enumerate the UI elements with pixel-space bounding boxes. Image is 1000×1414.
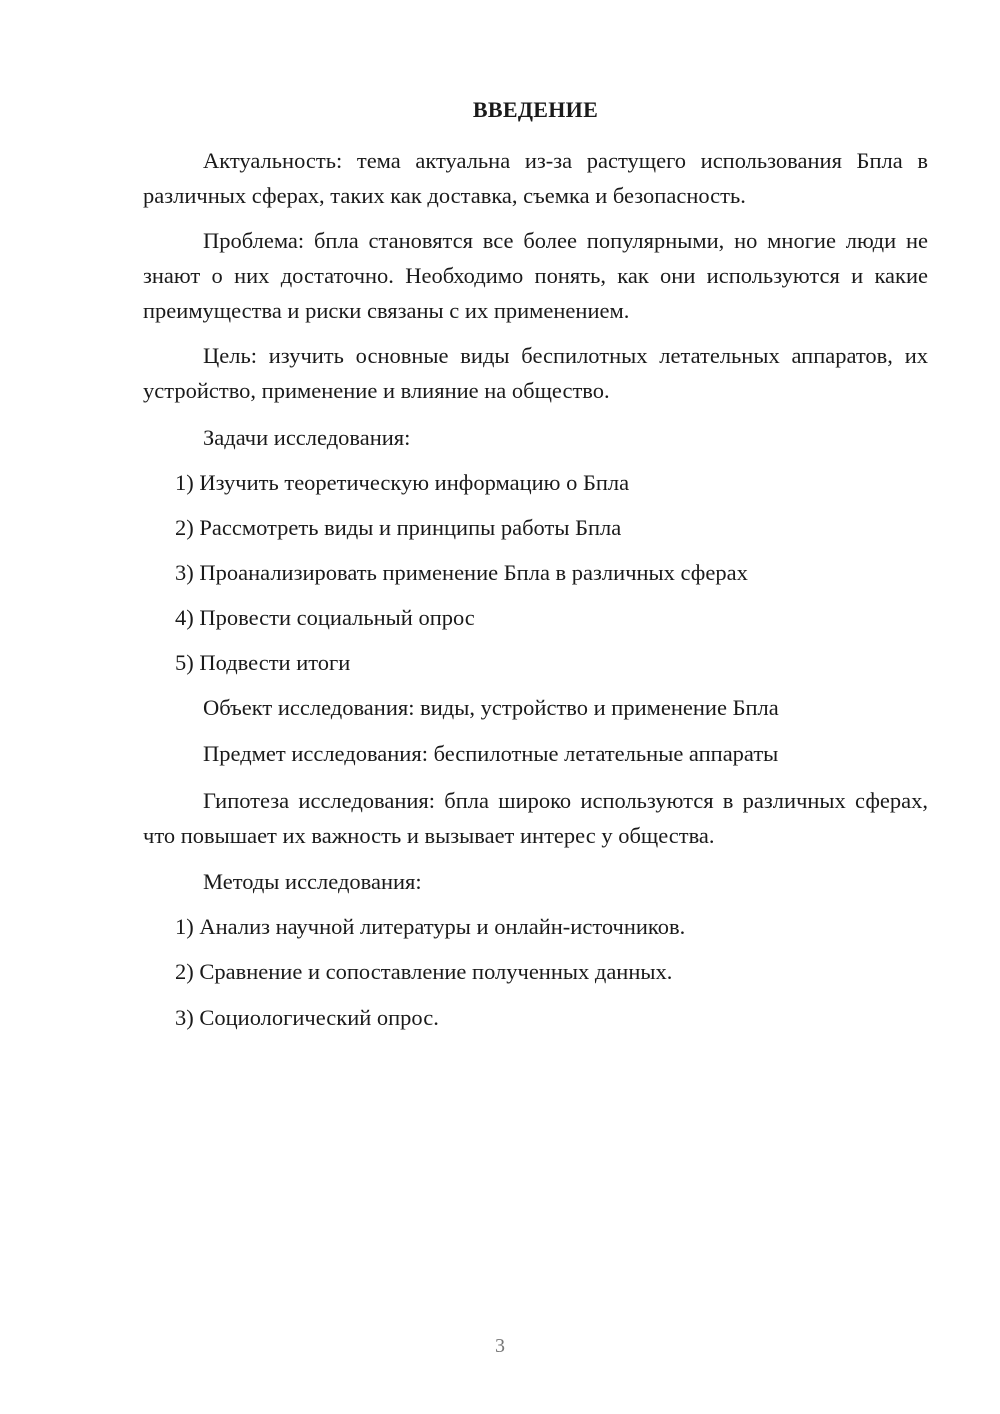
task-item: 1) Изучить теоретическую информацию о Бпла bbox=[175, 470, 630, 495]
method-item: 1) Анализ научной литературы и онлайн-источников. bbox=[175, 914, 686, 939]
page-number: 3 bbox=[495, 1335, 505, 1357]
methods-title: Методы исследования: bbox=[203, 869, 422, 894]
document-page bbox=[143, 0, 928, 1414]
hypothesis-paragraph: Гипотеза исследования: бпла широко используются в различных сферах, что повышает их важность и вызывает интерес у общества. bbox=[143, 788, 928, 848]
method-item: 3) Социологический опрос. bbox=[175, 1005, 439, 1030]
research-subject: Предмет исследования: беспилотные летательные аппараты bbox=[203, 741, 779, 766]
task-item: 2) Рассмотреть виды и принципы работы Бпла bbox=[175, 515, 622, 540]
task-item: 4) Провести социальный опрос bbox=[175, 605, 475, 630]
goal-paragraph: Цель: изучить основные виды беспилотных летательных аппаратов, их устройство, применение и влияние на общество. bbox=[143, 343, 928, 403]
research-object: Объект исследования: виды, устройство и применение Бпла bbox=[203, 695, 779, 720]
tasks-title: Задачи исследования: bbox=[203, 425, 411, 450]
section-heading: ВВЕДЕНИЕ bbox=[472, 97, 599, 122]
task-item: 3) Проанализировать применение Бпла в различных сферах bbox=[175, 560, 748, 585]
problem-paragraph: Проблема: бпла становятся все более популярными, но многие люди не знают о них достаточно. Необходимо понять, как они используются и какие преимущества и риски связаны с их применением. bbox=[143, 228, 928, 323]
method-item: 2) Сравнение и сопоставление полученных данных. bbox=[175, 959, 673, 984]
relevance-paragraph: Актуальность: тема актуальна из-за растущего использования Бпла в различных сферах, таких как доставка, съемка и безопасность. bbox=[143, 148, 928, 208]
task-item: 5) Подвести итоги bbox=[175, 650, 351, 675]
